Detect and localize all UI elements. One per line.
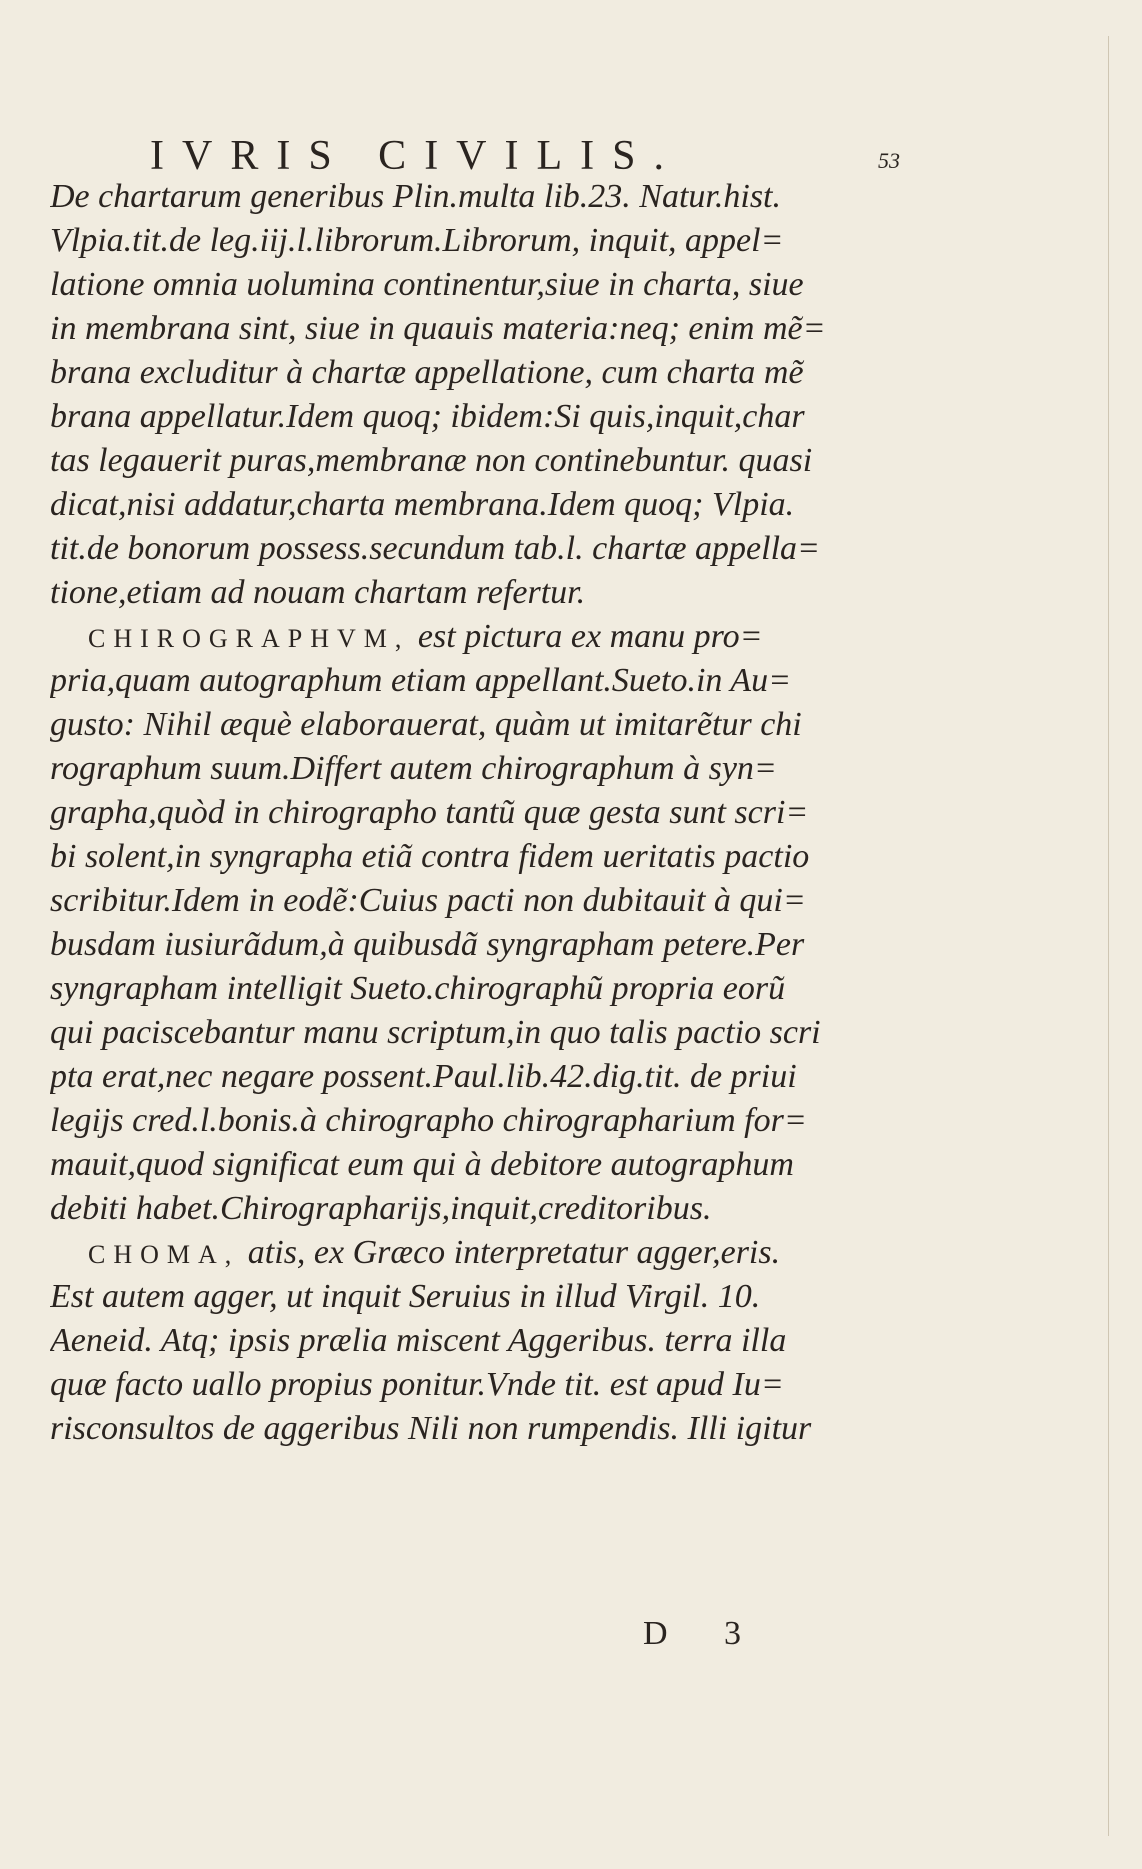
text-line: Vlpia.tit.de leg.iij.l.librorum.Librorum, inquit, appel= [50, 222, 784, 259]
text-line: dicat,nisi addatur,charta membrana.Idem quoq; Vlpia. [50, 486, 795, 523]
text-line: pta erat,nec negare possent.Paul.lib.42.dig.tit. de priui [50, 1058, 797, 1095]
chirographum-first-text: est pictura ex manu pro= [409, 618, 763, 655]
text-line: mauit,quod significat eum qui à debitore autographum [50, 1146, 794, 1183]
text-line: rographum suum.Differt autem chirographum à syn= [50, 750, 777, 787]
choma-lemma: CHOMA, [88, 1240, 240, 1269]
text-line: scribitur.Idem in eodẽ:Cuius pacti non dubitauit à qui= [50, 882, 806, 919]
text-line: risconsultos de aggeribus Nili non rumpendis. Illi igitur [50, 1410, 812, 1447]
chirographum-lemma: CHIROGRAPHVM, [88, 624, 410, 653]
text-line: bi solent,in syngrapha etiã contra fidem ueritatis pactio [50, 838, 810, 875]
text-line: brana excluditur à chartæ appellatione, cum charta mẽ [50, 354, 804, 391]
signature-mark: D 3 [643, 1615, 766, 1652]
page-edge [1108, 36, 1109, 1836]
text-line: tas legauerit puras,membranæ non continebuntur. quasi [50, 442, 813, 479]
running-head: IVRIS CIVILIS. [150, 133, 682, 179]
text-line: qui paciscebantur manu scriptum,in quo talis pactio scri [50, 1014, 821, 1051]
text-line: pria,quam autographum etiam appellant.Sueto.in Au= [50, 662, 792, 699]
text-line: busdam iusiurãdum,à quibusdã syngrapham petere.Per [50, 926, 805, 963]
text-line: latione omnia uolumina continentur,siue in charta, siue [50, 266, 804, 303]
text-block [50, 175, 910, 1451]
text-line: grapha,quòd in chirographo tantũ quæ gesta sunt scri= [50, 794, 809, 831]
page-number: 53 [878, 148, 900, 173]
choma-first-text: atis, ex Græco interpretatur agger,eris. [239, 1234, 781, 1271]
text-line: quæ facto uallo propius ponitur.Vnde tit. est apud Iu= [50, 1366, 784, 1403]
text-line: legijs cred.l.bonis.à chirographo chirographarium for= [50, 1102, 807, 1139]
text-line: syngrapham intelligit Sueto.chirographũ propria eorũ [50, 970, 786, 1007]
text-line: debiti habet.Chirographarijs,inquit,creditoribus. [50, 1190, 712, 1227]
text-line: De chartarum generibus Plin.multa lib.23. Natur.hist. [50, 178, 781, 215]
text-line: tione,etiam ad nouam chartam refertur. [50, 574, 586, 611]
text-line: in membrana sint, siue in quauis materia:neq; enim mẽ= [50, 310, 826, 347]
chirographum-entry-line [88, 615, 910, 659]
text-line: gusto: Nihil æquè elaborauerat, quàm ut imitarẽtur chi [50, 706, 802, 743]
choma-entry-line [88, 1231, 910, 1275]
text-line: Est autem agger, ut inquit Seruius in illud Virgil. 10. [50, 1278, 761, 1315]
text-line: Aeneid. Atq; ipsis prælia miscent Aggeribus. terra illa [50, 1322, 787, 1359]
text-line: brana appellatur.Idem quoq; ibidem:Si quis,inquit,char [50, 398, 805, 435]
text-line: tit.de bonorum possess.secundum tab.l. chartæ appella= [50, 530, 820, 567]
